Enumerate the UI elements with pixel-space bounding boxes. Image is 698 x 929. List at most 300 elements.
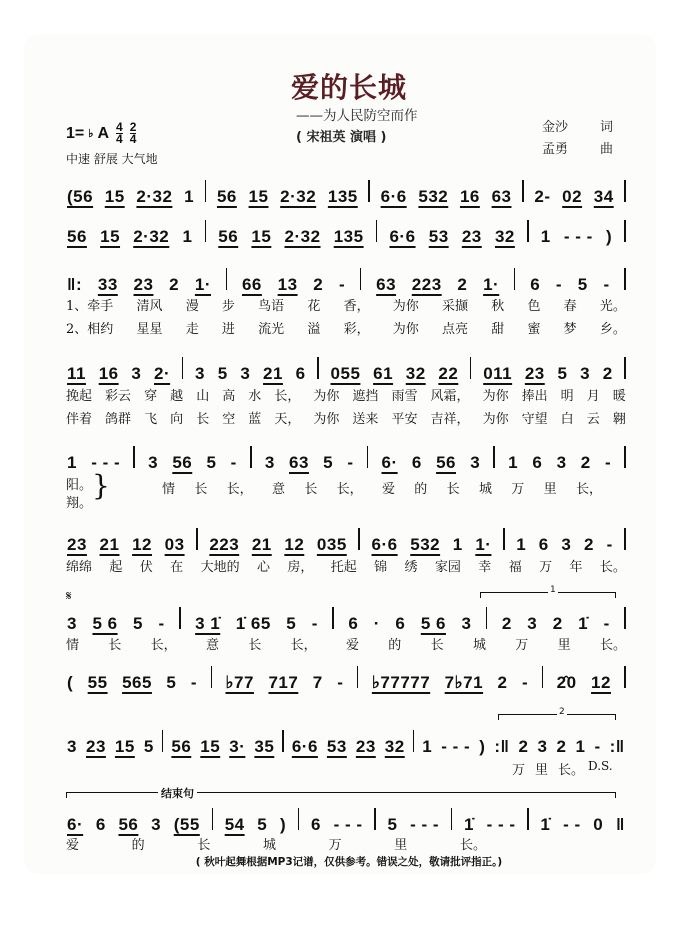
note-group: 1 xyxy=(422,737,433,756)
note-group: 6·6 xyxy=(371,535,398,554)
note-group: - - xyxy=(563,815,581,834)
note-group: 1 xyxy=(67,453,77,472)
barline xyxy=(205,220,207,242)
lyricist-name: 金沙 xyxy=(542,120,569,135)
score-line-chorus-2 xyxy=(66,528,626,555)
lyric-word: 长。 xyxy=(599,560,626,575)
note-group: 6 xyxy=(348,614,359,633)
note-group: - xyxy=(158,614,165,633)
barline xyxy=(205,180,207,202)
barline xyxy=(470,357,472,379)
note-group: 223 xyxy=(209,535,240,554)
lyric-word: 天， xyxy=(274,412,301,427)
lyric-word: 风霜， xyxy=(430,389,470,404)
lyric-word: 城 xyxy=(262,838,276,853)
lyric-word: 向 xyxy=(170,412,184,427)
lyric-word: 长 xyxy=(108,638,122,653)
barline xyxy=(542,666,544,688)
lyric-word: 溢 xyxy=(307,322,321,337)
barline xyxy=(374,808,376,830)
lyricist-credit xyxy=(542,116,613,138)
note-group: 02 xyxy=(562,187,583,206)
note-group: 3 xyxy=(131,364,142,383)
note-group: 1̇ xyxy=(578,614,589,633)
lyric-word: 伴着 xyxy=(66,412,93,427)
lyric-word: 采撷 xyxy=(442,299,469,314)
lyric-chorus-line1 xyxy=(162,478,602,497)
note-group: 32 xyxy=(405,364,426,383)
lyric-verse-line1-v2 xyxy=(66,318,626,337)
lyric-word: 福 xyxy=(508,560,522,575)
note-group: 12 xyxy=(591,673,611,692)
lyric-word: 万 xyxy=(539,560,553,575)
note-group: 3 xyxy=(151,815,162,834)
lyric-word: 为你 xyxy=(482,389,509,404)
note-group: 15 xyxy=(100,227,121,246)
lyric-word: 长， xyxy=(336,482,363,497)
note-group: - - - xyxy=(441,737,471,756)
note-group: 6 xyxy=(295,364,306,383)
transcription-note: ( 秋叶起舞根据MP3记谱，仅供参考。错误之处，敬请批评指正。) xyxy=(195,856,503,868)
lyric-word: 里 xyxy=(557,638,571,653)
lyric-word: 里 xyxy=(534,763,548,778)
note-group: 54 xyxy=(224,815,245,834)
note-group: 53 xyxy=(326,737,347,756)
note-group: ‖ xyxy=(615,815,625,834)
note-group: 3 xyxy=(580,364,591,383)
note-group: 61 xyxy=(373,364,394,383)
lyric-word: 的 xyxy=(131,838,145,853)
composer-name: 孟勇 xyxy=(542,142,569,157)
lyric-word: 情 xyxy=(66,638,80,653)
note-group: 2 xyxy=(518,737,529,756)
barline xyxy=(211,666,213,688)
note-group: - xyxy=(594,737,601,756)
note-group: 3 xyxy=(148,453,159,472)
barline xyxy=(624,446,626,468)
note-group: 3 xyxy=(527,614,538,633)
barline xyxy=(317,357,319,379)
note-group: 1 xyxy=(516,535,527,554)
lyric-word: 长 xyxy=(430,638,444,653)
lyric-word: 长 xyxy=(197,838,211,853)
score-line-verse-1 xyxy=(66,268,626,295)
barline xyxy=(360,268,362,290)
note-group: 6· xyxy=(67,815,84,834)
composer-role: 曲 xyxy=(600,142,614,157)
note-group: 2 xyxy=(583,535,594,554)
lyric-brace-icon: } xyxy=(92,469,110,502)
note-group: 1̇ 65 xyxy=(235,614,271,633)
note-group: 6·6 xyxy=(389,227,416,246)
ending-label: 结束句 xyxy=(158,785,197,801)
lyric-word: 甜 xyxy=(491,322,505,337)
note-group: 3 xyxy=(556,453,567,472)
lyric-word: 雨雪 xyxy=(391,389,418,404)
barline xyxy=(413,730,415,752)
lyric-word: 为你 xyxy=(313,412,340,427)
note-group: 3 xyxy=(240,364,251,383)
lyric-word: 飞 xyxy=(144,412,158,427)
lyric-word: 长， xyxy=(226,482,253,497)
note-group: 1 xyxy=(540,227,551,246)
lyric-word: 翱 xyxy=(612,412,626,427)
note-group: 21 xyxy=(263,364,283,383)
lyric-word: 家园 xyxy=(434,560,461,575)
lyric-word: 城 xyxy=(478,482,492,497)
note-group: 3· xyxy=(229,737,246,756)
lyric-word: 年 xyxy=(569,560,583,575)
note-group: 1̇ xyxy=(540,815,551,834)
note-group: 3 xyxy=(537,737,548,756)
lyric-word: 万 xyxy=(515,638,529,653)
lyric-word: 的 xyxy=(414,482,428,497)
key-note: A xyxy=(97,124,110,142)
note-group: 1 xyxy=(575,737,586,756)
lyric-ending-2 xyxy=(512,759,584,778)
lyric-word: 长 xyxy=(446,482,460,497)
lyric-word: 香， xyxy=(343,299,370,314)
note-group: 2· xyxy=(153,364,171,383)
note-group: 1 xyxy=(452,535,463,554)
lyric-word: 山 xyxy=(196,389,210,404)
lyric-word: 遮挡 xyxy=(352,389,379,404)
lyric-word: 流光 xyxy=(258,322,285,337)
lyric-word: 色 xyxy=(527,299,541,314)
lyric-word: 翔。 xyxy=(66,496,93,511)
note-group: 56 xyxy=(171,737,192,756)
note-group: - xyxy=(603,275,610,294)
score-line-interlude-2 xyxy=(66,730,626,757)
lyric-word: 托起 xyxy=(330,560,357,575)
note-group: 23 xyxy=(67,535,87,554)
note-group: 6· xyxy=(381,453,398,472)
credits xyxy=(542,116,613,160)
note-group: 6·6 xyxy=(380,187,407,206)
barline xyxy=(527,220,529,242)
lyric-verse-line2-v1 xyxy=(66,385,626,404)
note-group: 2·32 xyxy=(133,227,170,246)
score-line-interlude-1 xyxy=(66,666,626,693)
note-group: 5 xyxy=(133,614,144,633)
note-group: 23 xyxy=(355,737,376,756)
note-group: 1· xyxy=(483,275,500,294)
lyric-verse-line2-v2 xyxy=(66,408,626,427)
note-group: 1 xyxy=(182,227,193,246)
score-line-intro-2 xyxy=(66,220,626,247)
lyric-word: 1、牵手 xyxy=(66,299,114,314)
lyric-word: 鸽群 xyxy=(105,412,132,427)
note-group: - xyxy=(230,453,237,472)
lyric-word: 白 xyxy=(560,412,574,427)
lyric-word: 长， xyxy=(290,638,317,653)
lyric-word: 绣 xyxy=(404,560,418,575)
note-group: 5 xyxy=(577,275,588,294)
barline xyxy=(527,808,529,830)
note-group: 2·32 xyxy=(280,187,317,206)
lyric-word: 绵绵 xyxy=(66,560,93,575)
lyric-word: 春 xyxy=(563,299,577,314)
note-group: 2̂0 xyxy=(556,673,577,692)
note-group: 135 xyxy=(327,187,358,206)
note-group: 5 xyxy=(166,673,177,692)
note-group: 16 xyxy=(459,187,480,206)
lyric-word: 鸟语 xyxy=(258,299,285,314)
note-group: 15 xyxy=(114,737,135,756)
note-group: 135 xyxy=(333,227,364,246)
lyric-word: 在 xyxy=(170,560,184,575)
lyric-word: 幸 xyxy=(478,560,492,575)
lyric-word: 暖 xyxy=(612,389,626,404)
lyric-word: 步 xyxy=(221,299,235,314)
barline xyxy=(196,528,198,550)
note-group: - xyxy=(555,275,563,294)
lyric-word: 空 xyxy=(222,412,236,427)
barline xyxy=(182,357,184,379)
lyric-word: 起 xyxy=(109,560,123,575)
lyric-chorus-line3 xyxy=(66,634,626,653)
barline xyxy=(376,220,378,242)
score-line-intro-1 xyxy=(66,180,626,207)
note-group: 3 xyxy=(67,614,77,633)
note-group: 717 xyxy=(268,673,299,692)
lyric-word: 星星 xyxy=(136,322,163,337)
note-group: 1· xyxy=(194,275,211,294)
note-group: 63 xyxy=(376,275,397,294)
lyric-verse-line1-v1 xyxy=(66,295,626,314)
note-group: 1̇ xyxy=(463,815,474,834)
note-group: 33 xyxy=(97,275,118,294)
note-group: 23 xyxy=(85,737,106,756)
note-group: 2·32 xyxy=(136,187,173,206)
note-group: - - - xyxy=(563,227,593,246)
note-group: 3 xyxy=(470,453,481,472)
note-group: 2 xyxy=(556,737,567,756)
lyric-word: 梦 xyxy=(563,322,577,337)
note-group: 15 xyxy=(104,187,125,206)
note-group: 56 xyxy=(67,227,87,246)
barline xyxy=(298,808,300,830)
lyric-chorus-line2 xyxy=(66,556,626,575)
lyric-word: 房， xyxy=(287,560,314,575)
barline xyxy=(368,180,370,202)
note-group: 5 6 xyxy=(92,614,118,633)
note-group: 6 xyxy=(530,275,541,294)
segno-icon: 𝄋 xyxy=(66,589,72,604)
note-group: 32 xyxy=(384,737,405,756)
lyric-word: 捧出 xyxy=(521,389,548,404)
song-subtitle: ——为人民防空而作 xyxy=(296,108,418,124)
lyric-word: 里 xyxy=(543,482,557,497)
time-signature-4-4: $\frac{4}{4}$ xyxy=(116,120,123,146)
note-group: - - - xyxy=(333,815,363,834)
note-group: 3 xyxy=(195,364,205,383)
lyric-word: 彩， xyxy=(343,322,370,337)
note-group: 2 xyxy=(580,453,591,472)
lyric-word: 万 xyxy=(512,763,526,778)
note-group: 5 xyxy=(286,614,297,633)
lyric-word: 蜜 xyxy=(527,322,541,337)
barline xyxy=(358,528,360,550)
note-group: :‖ xyxy=(609,737,625,756)
ds-marking: D.S. xyxy=(588,759,613,773)
lyric-word: 高 xyxy=(222,389,236,404)
note-group: - xyxy=(606,535,613,554)
lyric-word: 守望 xyxy=(521,412,548,427)
lyric-word: 长 xyxy=(196,412,210,427)
note-group: 11 xyxy=(67,364,86,383)
lyric-word: 彩云 xyxy=(105,389,132,404)
note-group: 6 xyxy=(395,614,406,633)
note-group: 35 xyxy=(254,737,275,756)
note-group: - - - xyxy=(410,815,440,834)
barline xyxy=(624,607,626,629)
lyric-word: 乡。 xyxy=(599,322,626,337)
note-group: 3 xyxy=(461,614,472,633)
lyric-word: 长。 xyxy=(557,763,584,778)
lyric-coda xyxy=(66,834,486,853)
note-group: 5 xyxy=(323,453,334,472)
composer-credit xyxy=(542,138,613,160)
note-group: 32 xyxy=(494,227,515,246)
lyric-word: 长， xyxy=(575,482,602,497)
time-signature-2-4: $\frac{2}{4}$ xyxy=(129,120,137,146)
note-group: 1· xyxy=(475,535,492,554)
note-group: ) xyxy=(479,737,486,756)
note-group: 6 xyxy=(411,453,422,472)
note-group: 5 xyxy=(557,364,568,383)
note-group: 56 xyxy=(118,815,139,834)
performer: ( 宋祖英 演唱 ) xyxy=(296,130,387,145)
note-group: ) xyxy=(279,815,287,834)
lyric-word: 穿 xyxy=(144,389,158,404)
lyric-word: 大地的 xyxy=(200,560,240,575)
note-group: 2 xyxy=(552,614,563,633)
lyric-word: 长 xyxy=(304,482,318,497)
note-group: 035 xyxy=(316,535,347,554)
note-group: - xyxy=(337,673,344,692)
lyric-word: 万 xyxy=(328,838,342,853)
lyric-word: 长 xyxy=(194,482,208,497)
note-group: 2 xyxy=(602,364,613,383)
note-group: 2 xyxy=(497,673,508,692)
note-group: 2 xyxy=(501,614,512,633)
lyric-word: 挽起 xyxy=(66,389,93,404)
note-group: 011 xyxy=(483,364,513,383)
note-group: 2 xyxy=(457,275,468,294)
note-group: 2 xyxy=(313,275,324,294)
lyric-word: 长。 xyxy=(599,638,626,653)
lyric-word: 情 xyxy=(162,482,176,497)
note-group: 7♭71 xyxy=(444,673,484,692)
score-line-coda xyxy=(66,808,626,835)
note-group: 34 xyxy=(593,187,614,206)
lyric-word: 花 xyxy=(307,299,321,314)
note-group: 5 6 xyxy=(420,614,446,633)
key-signature xyxy=(66,122,136,145)
barline xyxy=(367,446,369,468)
note-group: 23 xyxy=(461,227,482,246)
note-group: 6 xyxy=(532,453,543,472)
barline xyxy=(522,180,524,202)
lyric-word: 水 xyxy=(248,389,262,404)
barline xyxy=(493,446,495,468)
lyric-word: 阳。 xyxy=(66,478,93,493)
note-group: 56 xyxy=(216,187,237,206)
note-group: 7 xyxy=(312,673,323,692)
lyric-word: 云 xyxy=(586,412,600,427)
note-group: 1 xyxy=(508,453,519,472)
lyricist-role: 词 xyxy=(600,120,614,135)
note-group: 56 xyxy=(436,453,456,472)
barline xyxy=(212,808,214,830)
note-group: 3 xyxy=(561,535,572,554)
note-group: 15 xyxy=(200,737,221,756)
note-group: - xyxy=(338,275,346,294)
note-group: 5 xyxy=(143,737,154,756)
note-group: 53 xyxy=(428,227,449,246)
note-group: 532 xyxy=(410,535,441,554)
lyric-word: 的 xyxy=(388,638,402,653)
score-line-verse-2 xyxy=(66,357,626,384)
barline xyxy=(133,446,135,468)
note-group: 12 xyxy=(132,535,153,554)
lyric-word: 爱 xyxy=(66,838,80,853)
note-group: 63 xyxy=(289,453,309,472)
lyric-word: 2、相约 xyxy=(66,322,114,337)
note-group: 23 xyxy=(133,275,154,294)
lyric-word: 月 xyxy=(586,389,600,404)
note-group: 3 xyxy=(67,737,77,756)
lyric-word: 长。 xyxy=(459,838,486,853)
note-group: 6 xyxy=(538,535,549,554)
lyric-word: 点亮 xyxy=(442,322,469,337)
note-group: 6·6 xyxy=(291,737,318,756)
note-group: ) xyxy=(606,227,613,246)
note-group: · xyxy=(373,614,380,633)
lyric-word: 长， xyxy=(274,389,301,404)
note-group: 55 xyxy=(87,673,108,692)
note-group: ‖: xyxy=(67,275,83,294)
lyric-word: 伏 xyxy=(139,560,153,575)
note-group: 66 xyxy=(241,275,262,294)
lyric-word: 里 xyxy=(394,838,408,853)
barline xyxy=(624,268,626,290)
barline xyxy=(503,528,505,550)
lyric-word: 爱 xyxy=(381,482,395,497)
note-group: - - - xyxy=(486,815,516,834)
note-group: 2- xyxy=(534,187,551,206)
note-group: :‖ xyxy=(494,737,510,756)
note-group: 0 xyxy=(593,815,604,834)
lyric-word: 万 xyxy=(511,482,525,497)
key-label: 1= xyxy=(66,124,85,142)
note-group: 63 xyxy=(491,187,512,206)
note-group: - xyxy=(604,453,612,472)
note-group: 13 xyxy=(277,275,298,294)
lyric-word: 秋 xyxy=(491,299,505,314)
note-group: 6 xyxy=(95,815,106,834)
note-group: 16 xyxy=(98,364,119,383)
barline xyxy=(624,220,626,242)
ending-bracket xyxy=(66,792,616,798)
score-line-chorus-1 xyxy=(66,446,626,473)
note-group: (56 xyxy=(67,187,94,206)
note-group: 2·32 xyxy=(284,227,321,246)
lyric-word: 蓝 xyxy=(248,412,262,427)
lyric-word: 意 xyxy=(205,638,219,653)
barline xyxy=(624,180,626,202)
